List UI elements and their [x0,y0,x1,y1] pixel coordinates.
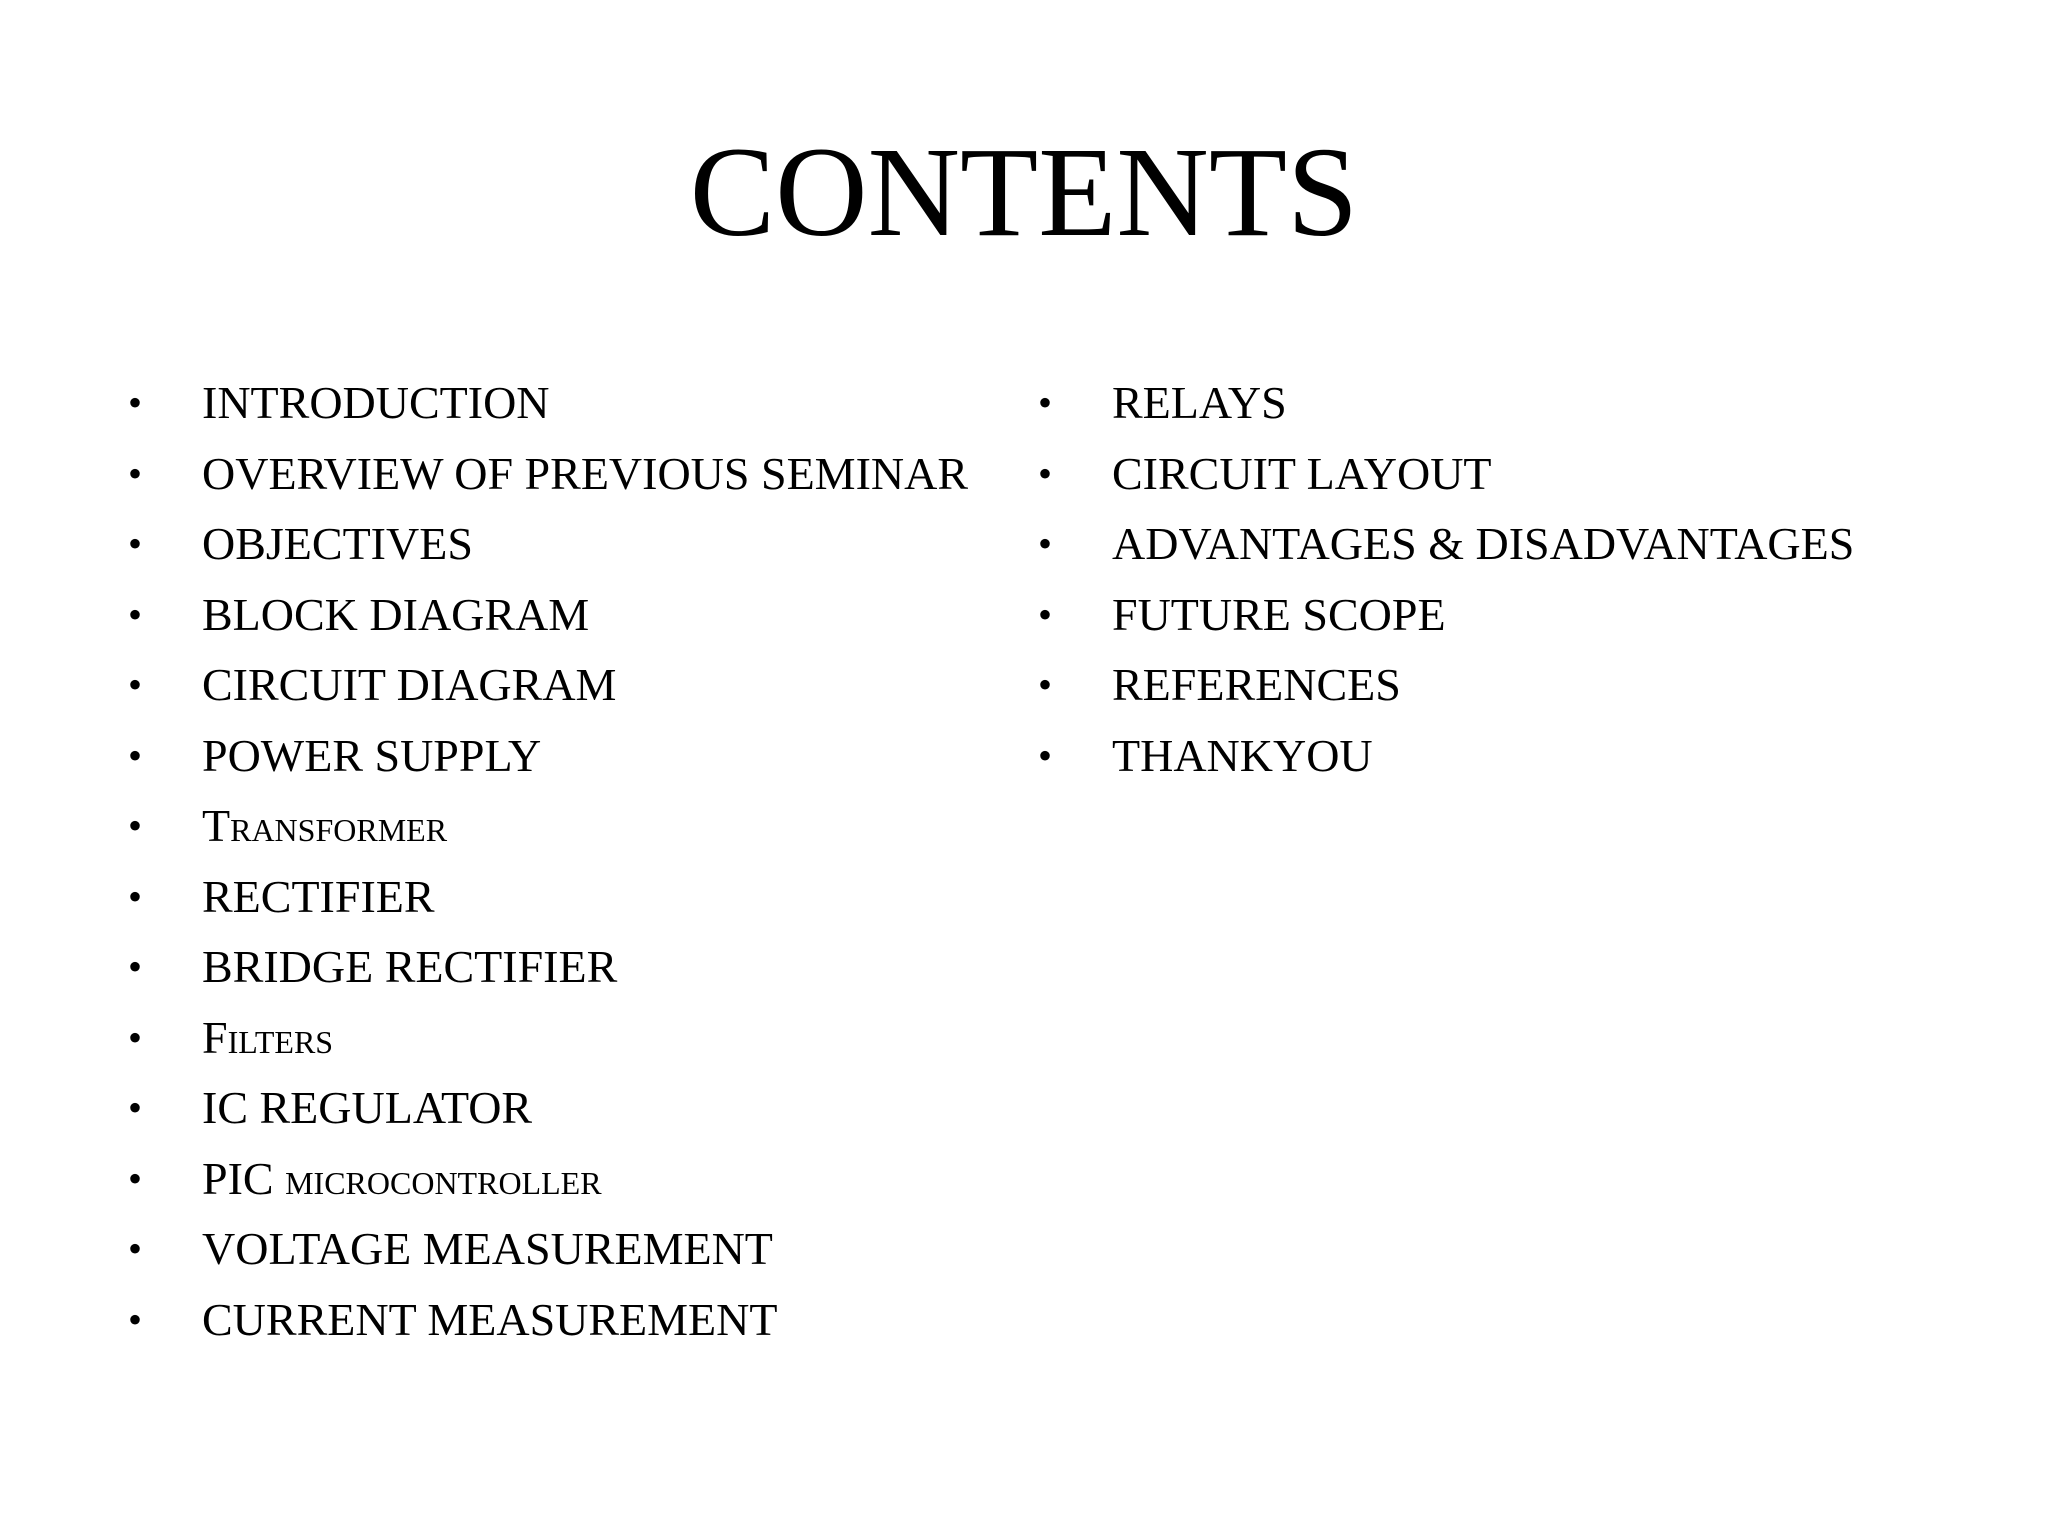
bullet-icon: • [127,380,142,425]
list-item [120,1144,1020,1215]
list-item-label: OBJECTIVES [202,518,473,569]
list-item [120,721,1020,792]
list-item-label: Filters [202,1011,334,1063]
list-item [120,368,1020,439]
list-item-label: CURRENT MEASUREMENT [202,1293,778,1345]
list-item-label: OVERVIEW OF PREVIOUS SEMINAR [202,447,969,499]
bullet-icon: • [127,1085,142,1130]
list-item [1030,368,2030,439]
bullet-icon: • [127,1226,142,1271]
bullet-icon: • [127,450,142,496]
list-item [1030,721,2030,792]
bullet-icon: • [127,591,142,637]
list-item-label: REFERENCES [1112,659,1401,710]
list-item-label: CIRCUIT DIAGRAM [202,659,617,710]
list-item-label: RECTIFIER [202,870,435,922]
bullet-icon: • [127,732,142,778]
bullet-icon: • [1037,450,1052,496]
contents-list-left [120,368,1020,1355]
list-item [120,1073,1020,1144]
list-item [1030,650,2030,721]
list-item [120,862,1020,933]
slide-title: CONTENTS [689,121,1359,263]
list-item [120,1214,1020,1285]
bullet-icon: • [1037,591,1052,637]
list-item [120,650,1020,721]
list-item-label: BLOCK DIAGRAM [202,588,590,640]
list-item [1030,580,2030,651]
bullet-icon: • [1037,521,1052,566]
list-item [120,932,1020,1003]
bullet-icon: • [127,662,142,707]
list-item [120,791,1020,862]
bullet-icon: • [1037,380,1052,425]
list-item-label: INTRODUCTION [202,377,550,428]
list-item-label: BRIDGE RECTIFIER [202,941,618,992]
bullet-icon: • [127,1014,142,1060]
list-item-label: CIRCUIT LAYOUT [1112,447,1492,499]
list-item-label: THANKYOU [1112,729,1373,781]
list-item-label: PIC microcontroller [202,1152,602,1204]
list-item-label: Transformer [202,800,448,851]
bullet-icon: • [127,1296,142,1342]
bullet-icon: • [127,873,142,919]
bullet-icon: • [127,944,142,989]
bullet-icon: • [1037,662,1052,707]
list-item [120,1003,1020,1074]
bullet-icon: • [127,1155,142,1201]
list-item-label: IC REGULATOR [202,1082,533,1133]
list-item [1030,509,2030,580]
list-item-label: RELAYS [1112,377,1287,428]
list-item [1030,439,2030,510]
list-item-label: FUTURE SCOPE [1112,588,1446,640]
bullet-icon: • [1037,732,1052,778]
list-item [120,580,1020,651]
list-item [120,439,1020,510]
list-item-label: ADVANTAGES & DISADVANTAGES [1112,518,1855,569]
bullet-icon: • [127,803,142,848]
list-item-label: VOLTAGE MEASUREMENT [202,1223,773,1274]
list-item [120,1285,1020,1356]
list-item-label: POWER SUPPLY [202,729,542,781]
list-item [120,509,1020,580]
contents-list-right [1030,368,2030,791]
bullet-icon: • [127,521,142,566]
